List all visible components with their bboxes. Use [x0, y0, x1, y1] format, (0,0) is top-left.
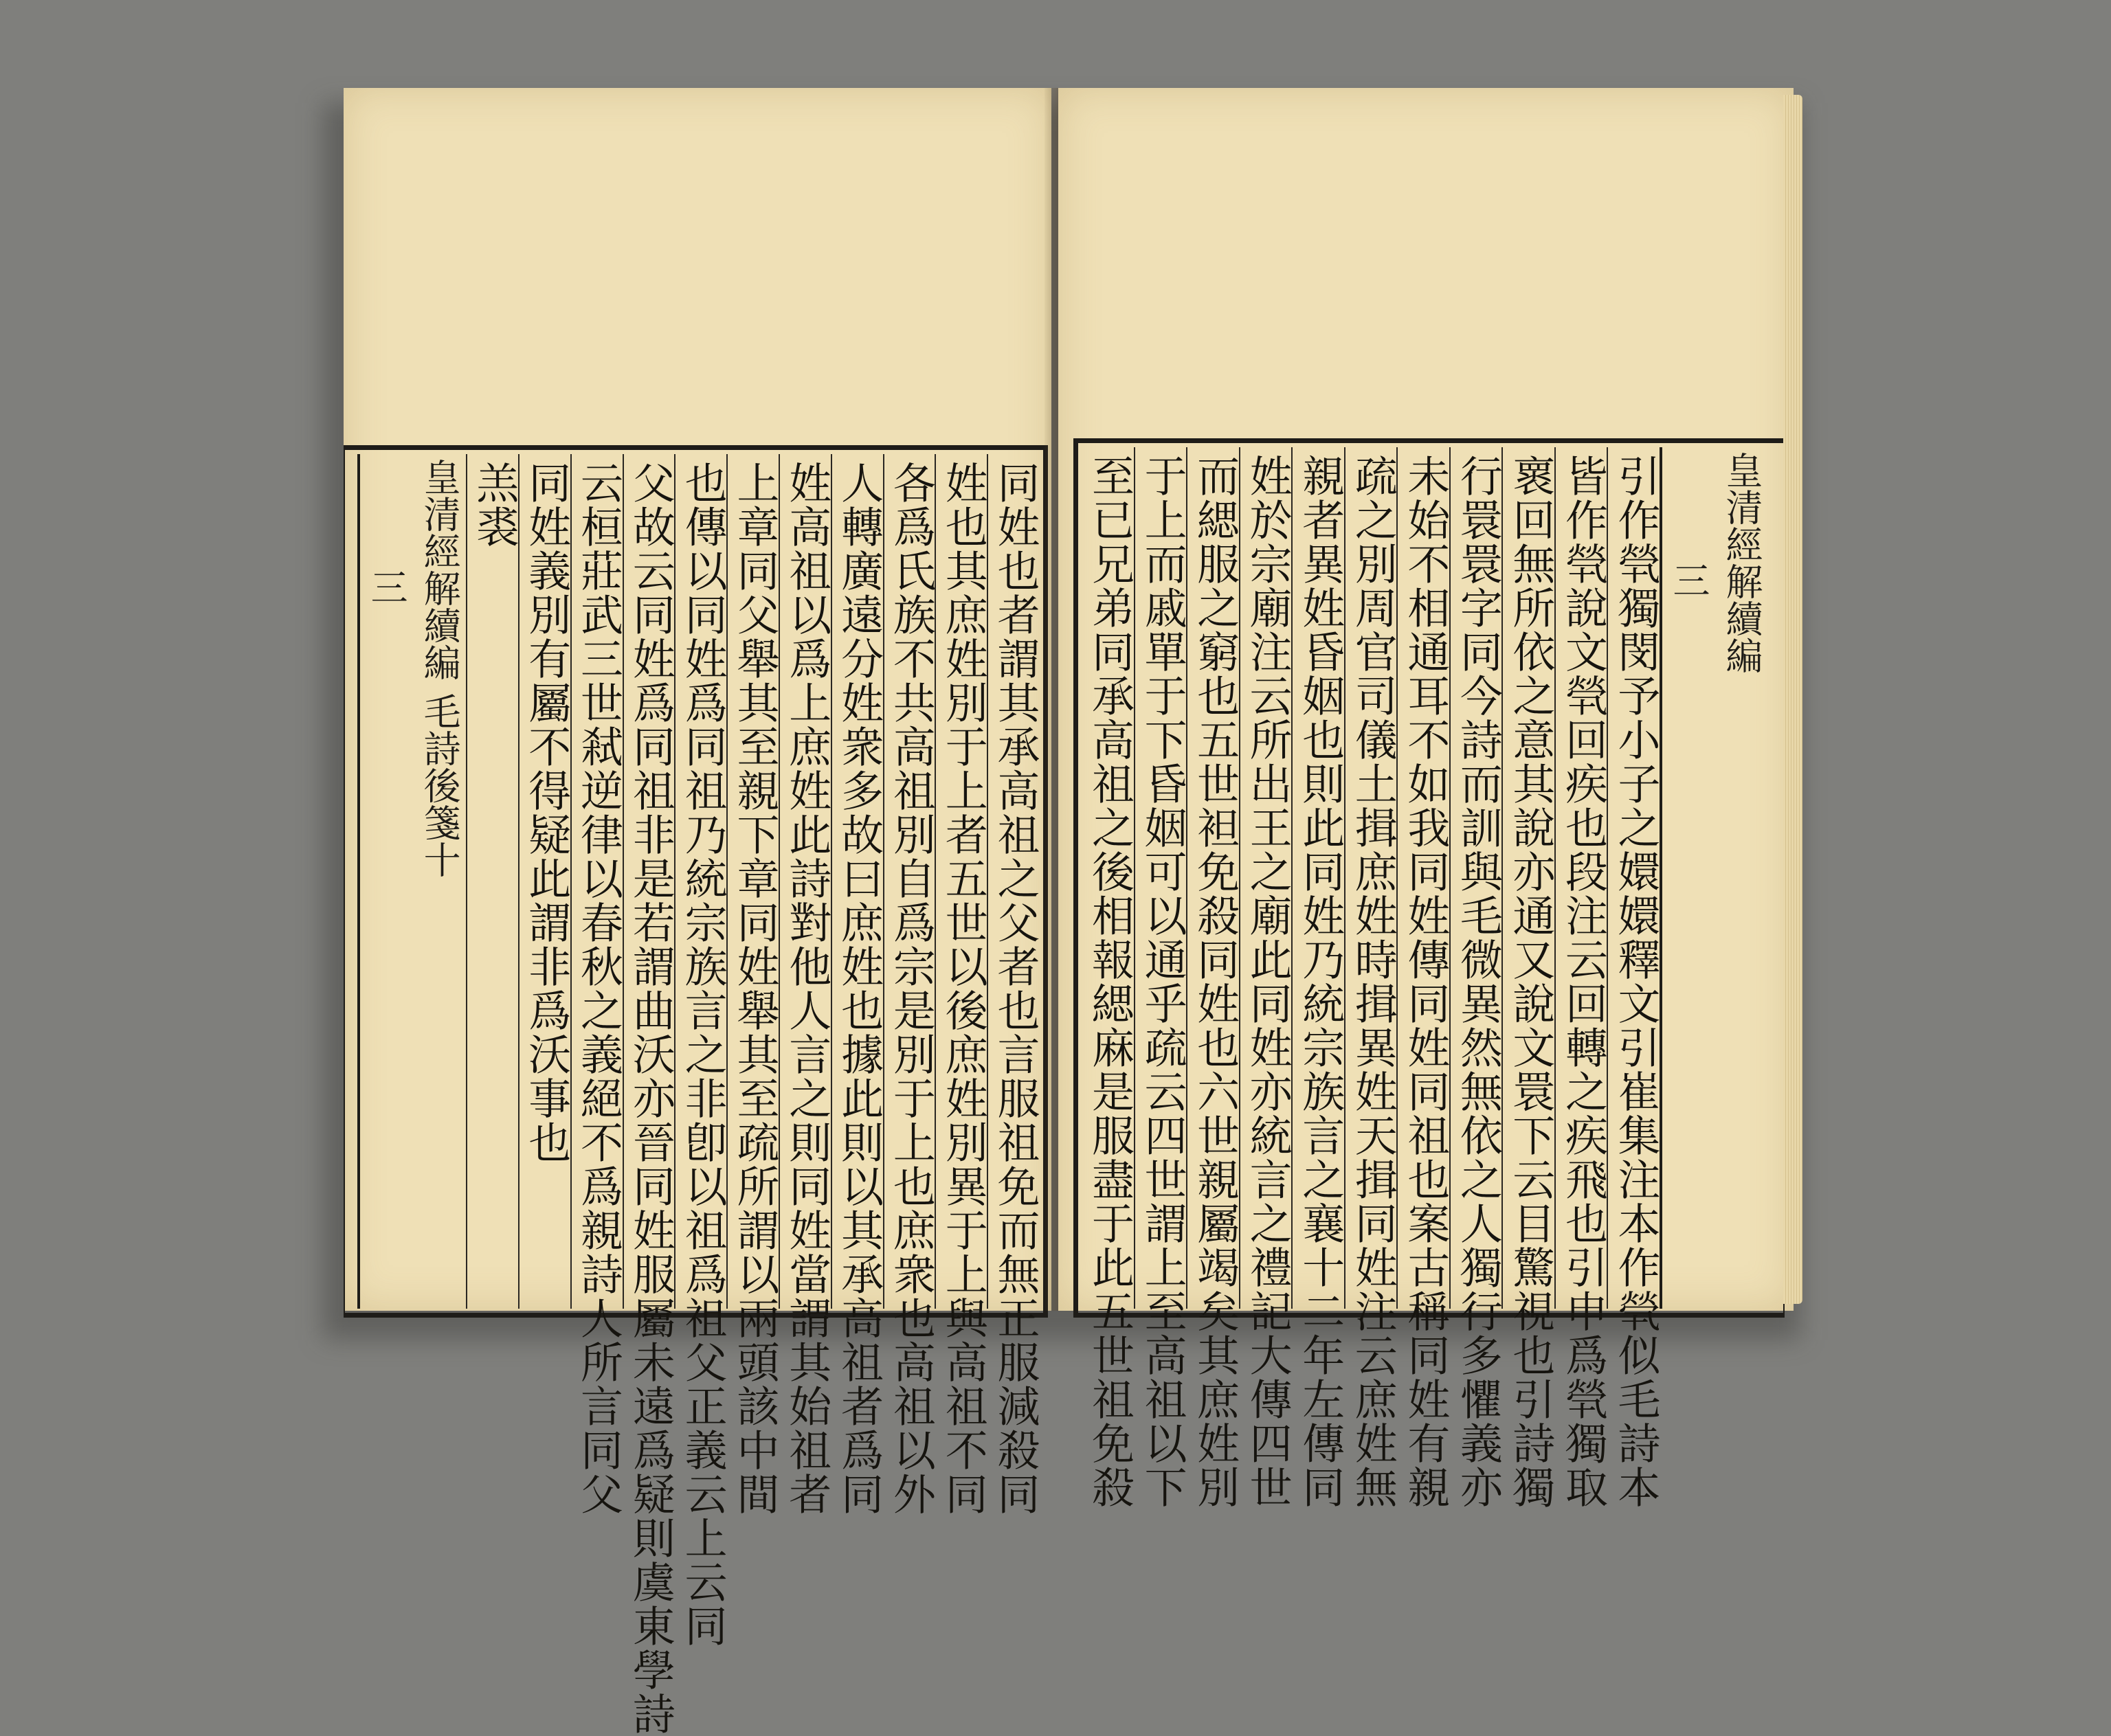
text-column: 羔裘 — [466, 454, 518, 1309]
spine-book-title: 皇清經解續編 — [1720, 451, 1763, 674]
right-page — [1058, 88, 1794, 1509]
text-column: 各爲氏族不共高祖別自爲宗是別于上也庶衆也高祖以外 — [883, 454, 935, 1309]
text-column: 于上而戚單于下昏姻可以通乎疏云四世謂上至高祖以下 — [1134, 447, 1187, 1309]
right-text-frame — [1073, 438, 1785, 1509]
left-spine-margin — [357, 454, 466, 1309]
text-column: 褱回無所依之意其說亦通又說文睘下云目驚視也引詩獨 — [1501, 447, 1554, 1309]
right-spine-margin — [1660, 447, 1768, 1309]
left-text-columns — [357, 454, 1040, 1736]
text-column: 未始不相通耳不如我同姓傳同姓同祖也案古稱同姓有親 — [1396, 447, 1449, 1309]
text-column: 同姓義別有屬不得疑此謂非爲沃事也 — [518, 454, 570, 1309]
text-column: 云桓莊武三世弒逆律以春秋之義絕不爲親詩人所言同父 — [570, 454, 623, 1309]
right-text-columns — [1082, 447, 1768, 1509]
text-column: 姓於宗廟注云所出王之廟此同姓亦統言之禮記大傳四世 — [1239, 447, 1292, 1309]
text-column: 父故云同姓爲同祖非是若謂曲沃亦晉同姓服屬未遠爲疑則虞東學詩 — [623, 454, 675, 1309]
text-column: 至已兄弟同承高祖之後相報緦麻是服盡于此五世祖免殺 — [1084, 454, 1135, 1509]
spine-folio-number: 三 — [1667, 561, 1710, 598]
text-column: 而緦服之窮也五世袒免殺同姓也六世親屬竭矣其庶姓別 — [1186, 447, 1239, 1309]
text-column: 上章同父舉其至親下章同姓舉其至疏所謂以兩頭該中間 — [726, 454, 779, 1309]
page-edges — [1783, 95, 1802, 1304]
text-column: 也傳以同姓爲同祖乃統宗族言之非卽以祖爲祖父正義云上云同 — [674, 454, 726, 1309]
text-column: 疏之別周官司儀土揖庶姓時揖異姓天揖同姓注云庶姓無 — [1344, 447, 1397, 1309]
text-column: 姓高祖以爲上庶姓此詩對他人言之則同姓當謂其始祖者 — [779, 454, 831, 1309]
spine-folio-number: 三 — [365, 568, 409, 605]
spine-book-title: 皇清經解續編 — [418, 458, 462, 681]
text-column: 人轉廣遠分姓衆多故曰庶姓也據此則以其承高祖者爲同 — [831, 454, 883, 1309]
text-column: 親者異姓昏姻也則此同姓乃統宗族言之襄十二年左傳同 — [1291, 447, 1344, 1309]
spine-section-title: 毛詩後箋十 — [418, 692, 462, 879]
left-text-frame — [344, 445, 1048, 1736]
text-column: 姓也其庶姓別于上者五世以後庶姓別異于上與高祖不同 — [935, 454, 987, 1309]
text-column: 行睘睘字同今詩而訓與毛微異然無依之人獨行多懼義亦 — [1449, 447, 1502, 1309]
text-column: 同姓也者謂其承高祖之父者也言服祖免而無正服減殺同 — [987, 454, 1039, 1309]
text-column: 皆作煢說文煢回疾也段注云回轉之疾飛也引申爲煢獨取 — [1554, 447, 1607, 1309]
text-column: 引作煢獨閔予小子之嬛嬛釋文引崔集注本作煢似毛詩本 — [1607, 447, 1660, 1309]
left-page — [344, 88, 1051, 1736]
